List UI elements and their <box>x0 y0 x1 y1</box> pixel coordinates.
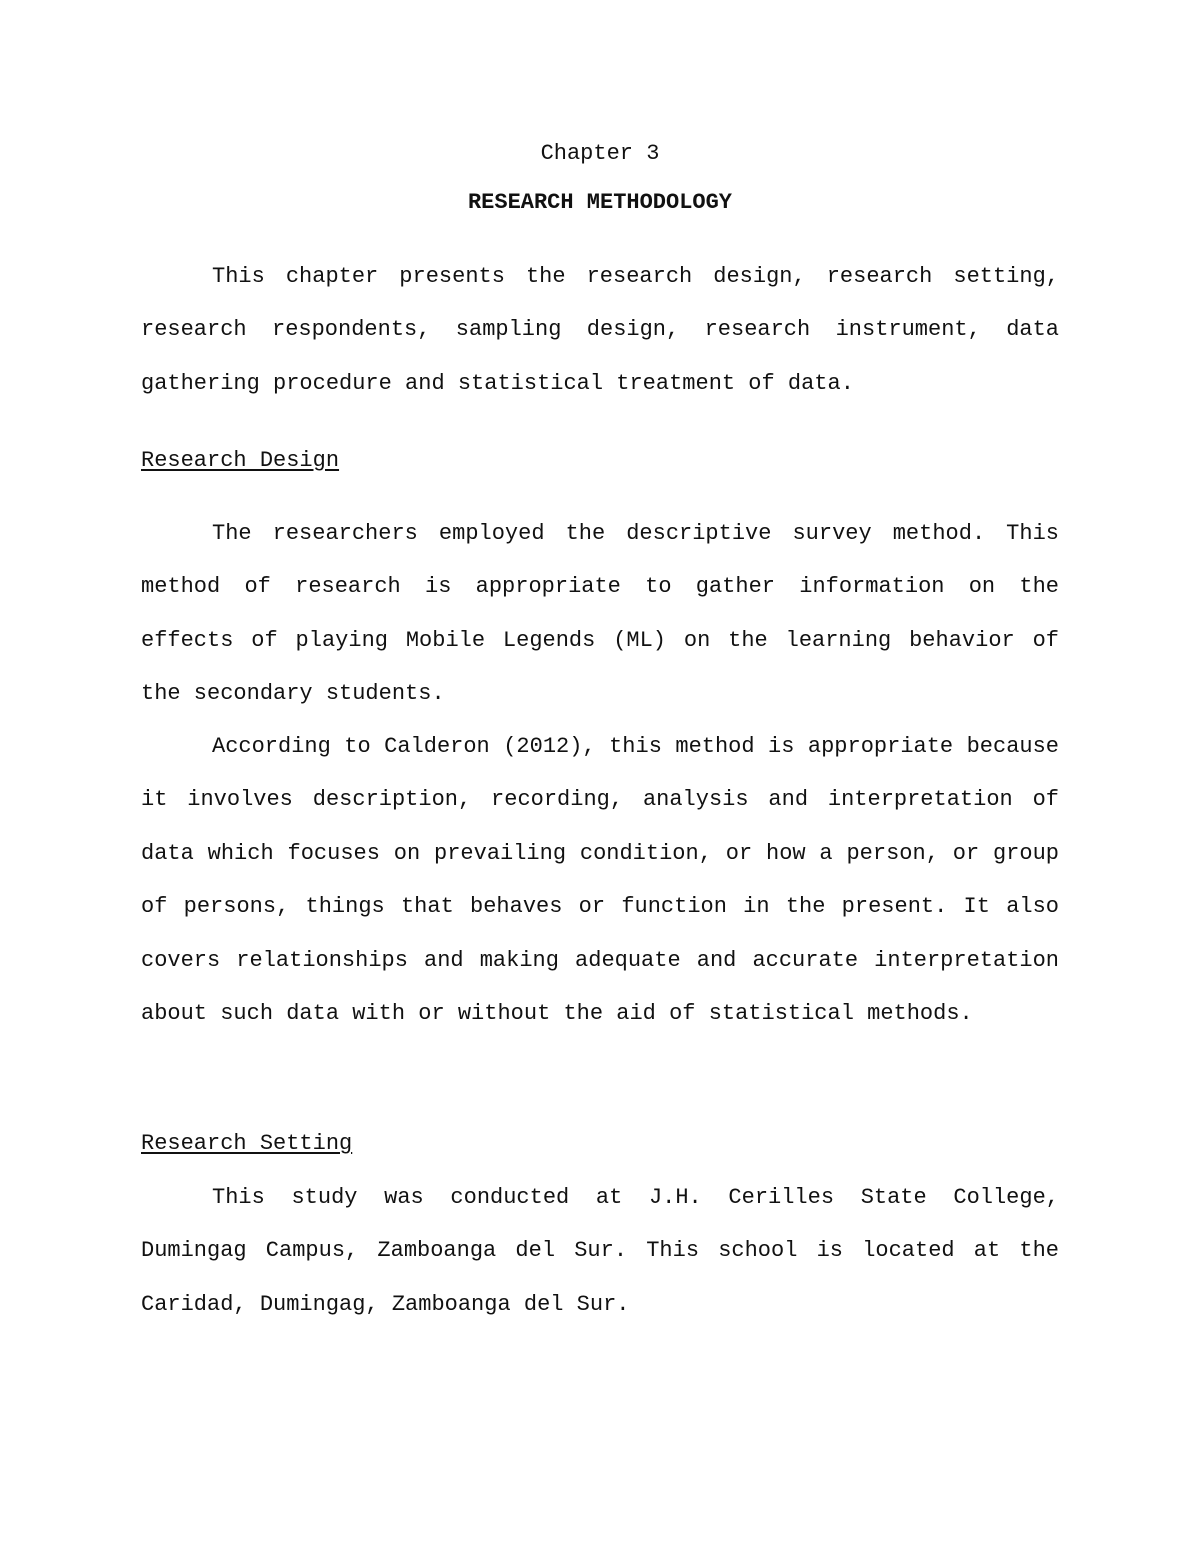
section-heading-research-setting: Research Setting <box>141 1131 353 1156</box>
research-design-paragraph-1: The researchers employed the descriptive survey method. This method of research is appropriate to gather information on the effects of playing Mobile Legends (ML) on the learning behavior of the secondary students. <box>141 521 1059 707</box>
research-setting-paragraph-1: This study was conducted at J.H. Cerilles State College, Dumingag Campus, Zamboanga del Sur. This school is located at the Caridad, Dumingag, Zamboanga del Sur. <box>141 1185 1059 1317</box>
chapter-title: RESEARCH METHODOLOGY <box>467 190 733 215</box>
chapter-label: Chapter 3 <box>540 141 660 166</box>
section-heading-research-design: Research Design <box>141 448 340 473</box>
research-design-paragraph-2: According to Calderon (2012), this method is appropriate because it involves description, recording, analysis and interpretation of data which focuses on prevailing condition, or how a person, or group of persons, things that behaves or function in the present. It also covers relationships and making adequate and accurate interpretation about such data with or without the aid of statistical methods. <box>141 734 1059 1027</box>
intro-paragraph: This chapter presents the research design, research setting, research respondents, sampling design, research instrument, data gathering procedure and statistical treatment of data. <box>141 264 1059 396</box>
